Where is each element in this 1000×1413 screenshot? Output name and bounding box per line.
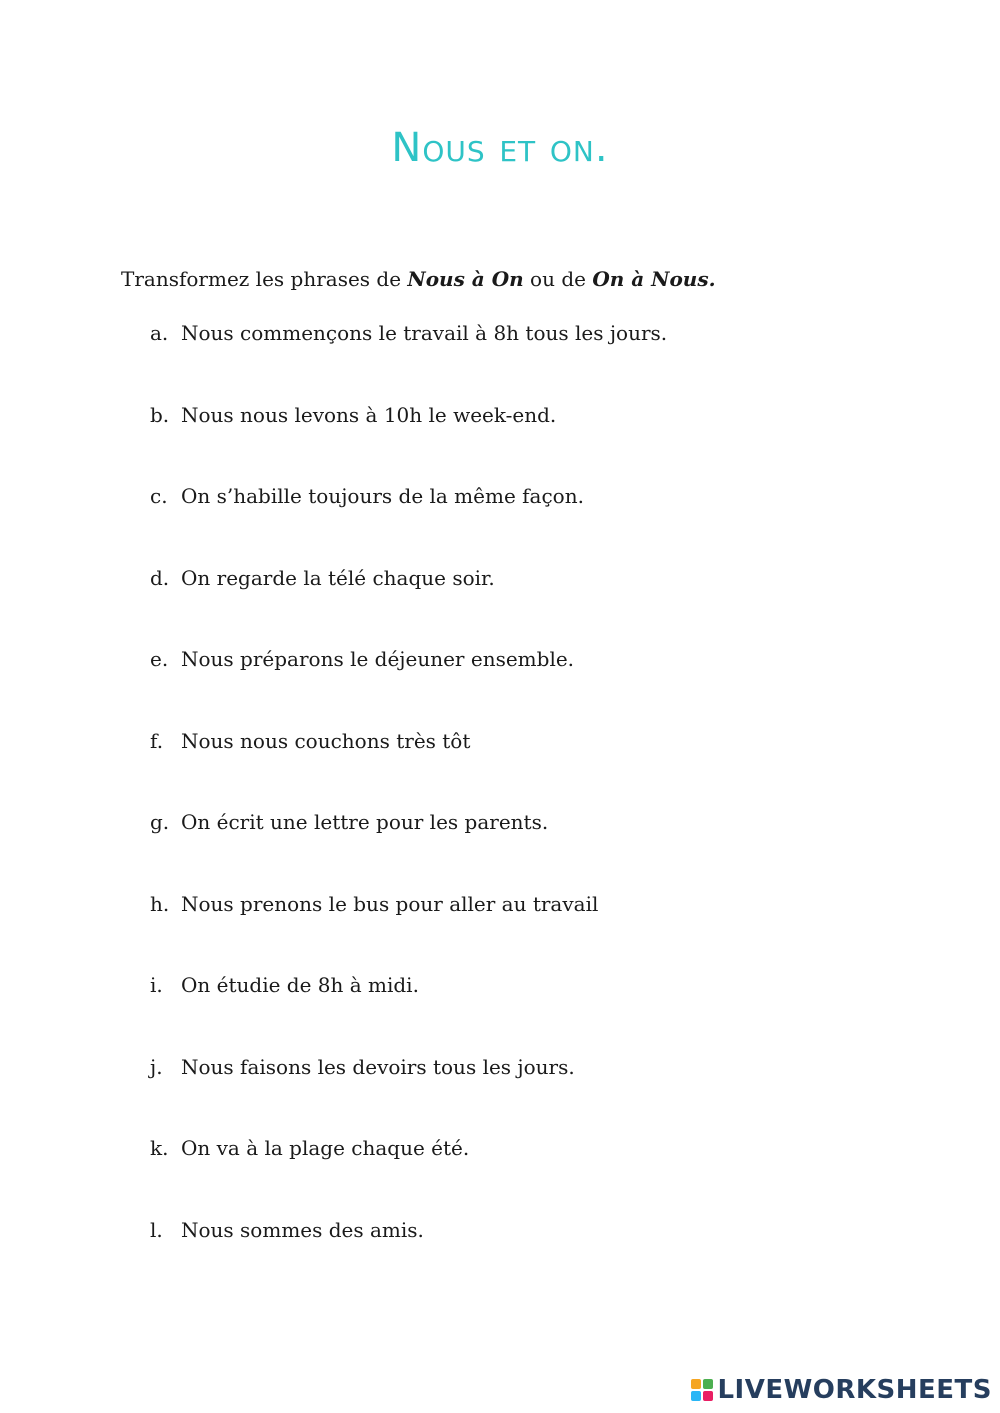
item-text: Nous commençons le travail à 8h tous les jours. — [181, 321, 668, 345]
item-text: Nous nous levons à 10h le week-end. — [181, 402, 557, 427]
item-text: Nous nous couchons très tôt — [181, 728, 471, 753]
list-item — [150, 400, 667, 482]
list-item — [150, 1133, 667, 1215]
item-letter: f. — [150, 728, 164, 753]
instruction-prefix: Transformez les phrases de — [121, 267, 408, 291]
instruction-middle: ou de — [523, 267, 593, 291]
item-text: On étudie de 8h à midi. — [181, 973, 419, 997]
brand-name: LIVEWORKSHEETS — [717, 1375, 992, 1405]
list-item — [150, 726, 667, 808]
list-item — [150, 889, 667, 971]
logo-square-2 — [703, 1379, 713, 1389]
item-letter: c. — [150, 484, 168, 508]
item-text: On va à la plage chaque été. — [181, 1136, 470, 1160]
list-item — [150, 970, 667, 1052]
item-letter: h. — [150, 891, 170, 916]
list-item — [150, 1052, 667, 1134]
item-text: Nous sommes des amis. — [181, 1217, 424, 1242]
list-item — [150, 318, 667, 400]
list-item — [150, 563, 667, 645]
logo-square-1 — [691, 1379, 701, 1389]
instruction-emphasis-nous-on: Nous à On — [407, 267, 524, 291]
list-item — [150, 807, 667, 889]
item-letter: k. — [150, 1136, 169, 1160]
item-letter: a. — [150, 321, 169, 345]
list-item — [150, 481, 667, 563]
list-item — [150, 1215, 667, 1297]
exercise-list — [150, 318, 667, 1296]
item-letter: e. — [150, 647, 169, 671]
item-text: On écrit une lettre pour les parents. — [181, 810, 549, 834]
liveworksheets-brand[interactable] — [691, 1375, 992, 1405]
item-letter: b. — [150, 402, 170, 427]
item-text: Nous prenons le bus pour aller au travail — [181, 891, 599, 916]
instruction-text — [121, 265, 716, 293]
item-letter: l. — [150, 1217, 163, 1242]
logo-square-4 — [703, 1391, 713, 1401]
item-text: On regarde la télé chaque soir. — [181, 565, 495, 590]
logo-square-3 — [691, 1391, 701, 1401]
page-title: Nous et on. — [391, 125, 609, 171]
instruction-emphasis-on-nous: On à Nous. — [592, 267, 716, 291]
liveworksheets-logo-icon — [691, 1379, 713, 1401]
item-letter: d. — [150, 565, 170, 590]
item-letter: g. — [150, 810, 170, 834]
item-text: On s’habille toujours de la même façon. — [181, 484, 584, 508]
item-text: Nous préparons le déjeuner ensemble. — [181, 647, 575, 671]
item-letter: j. — [150, 1054, 163, 1079]
item-text: Nous faisons les devoirs tous les jours. — [181, 1054, 575, 1079]
item-letter: i. — [150, 973, 163, 997]
list-item — [150, 644, 667, 726]
